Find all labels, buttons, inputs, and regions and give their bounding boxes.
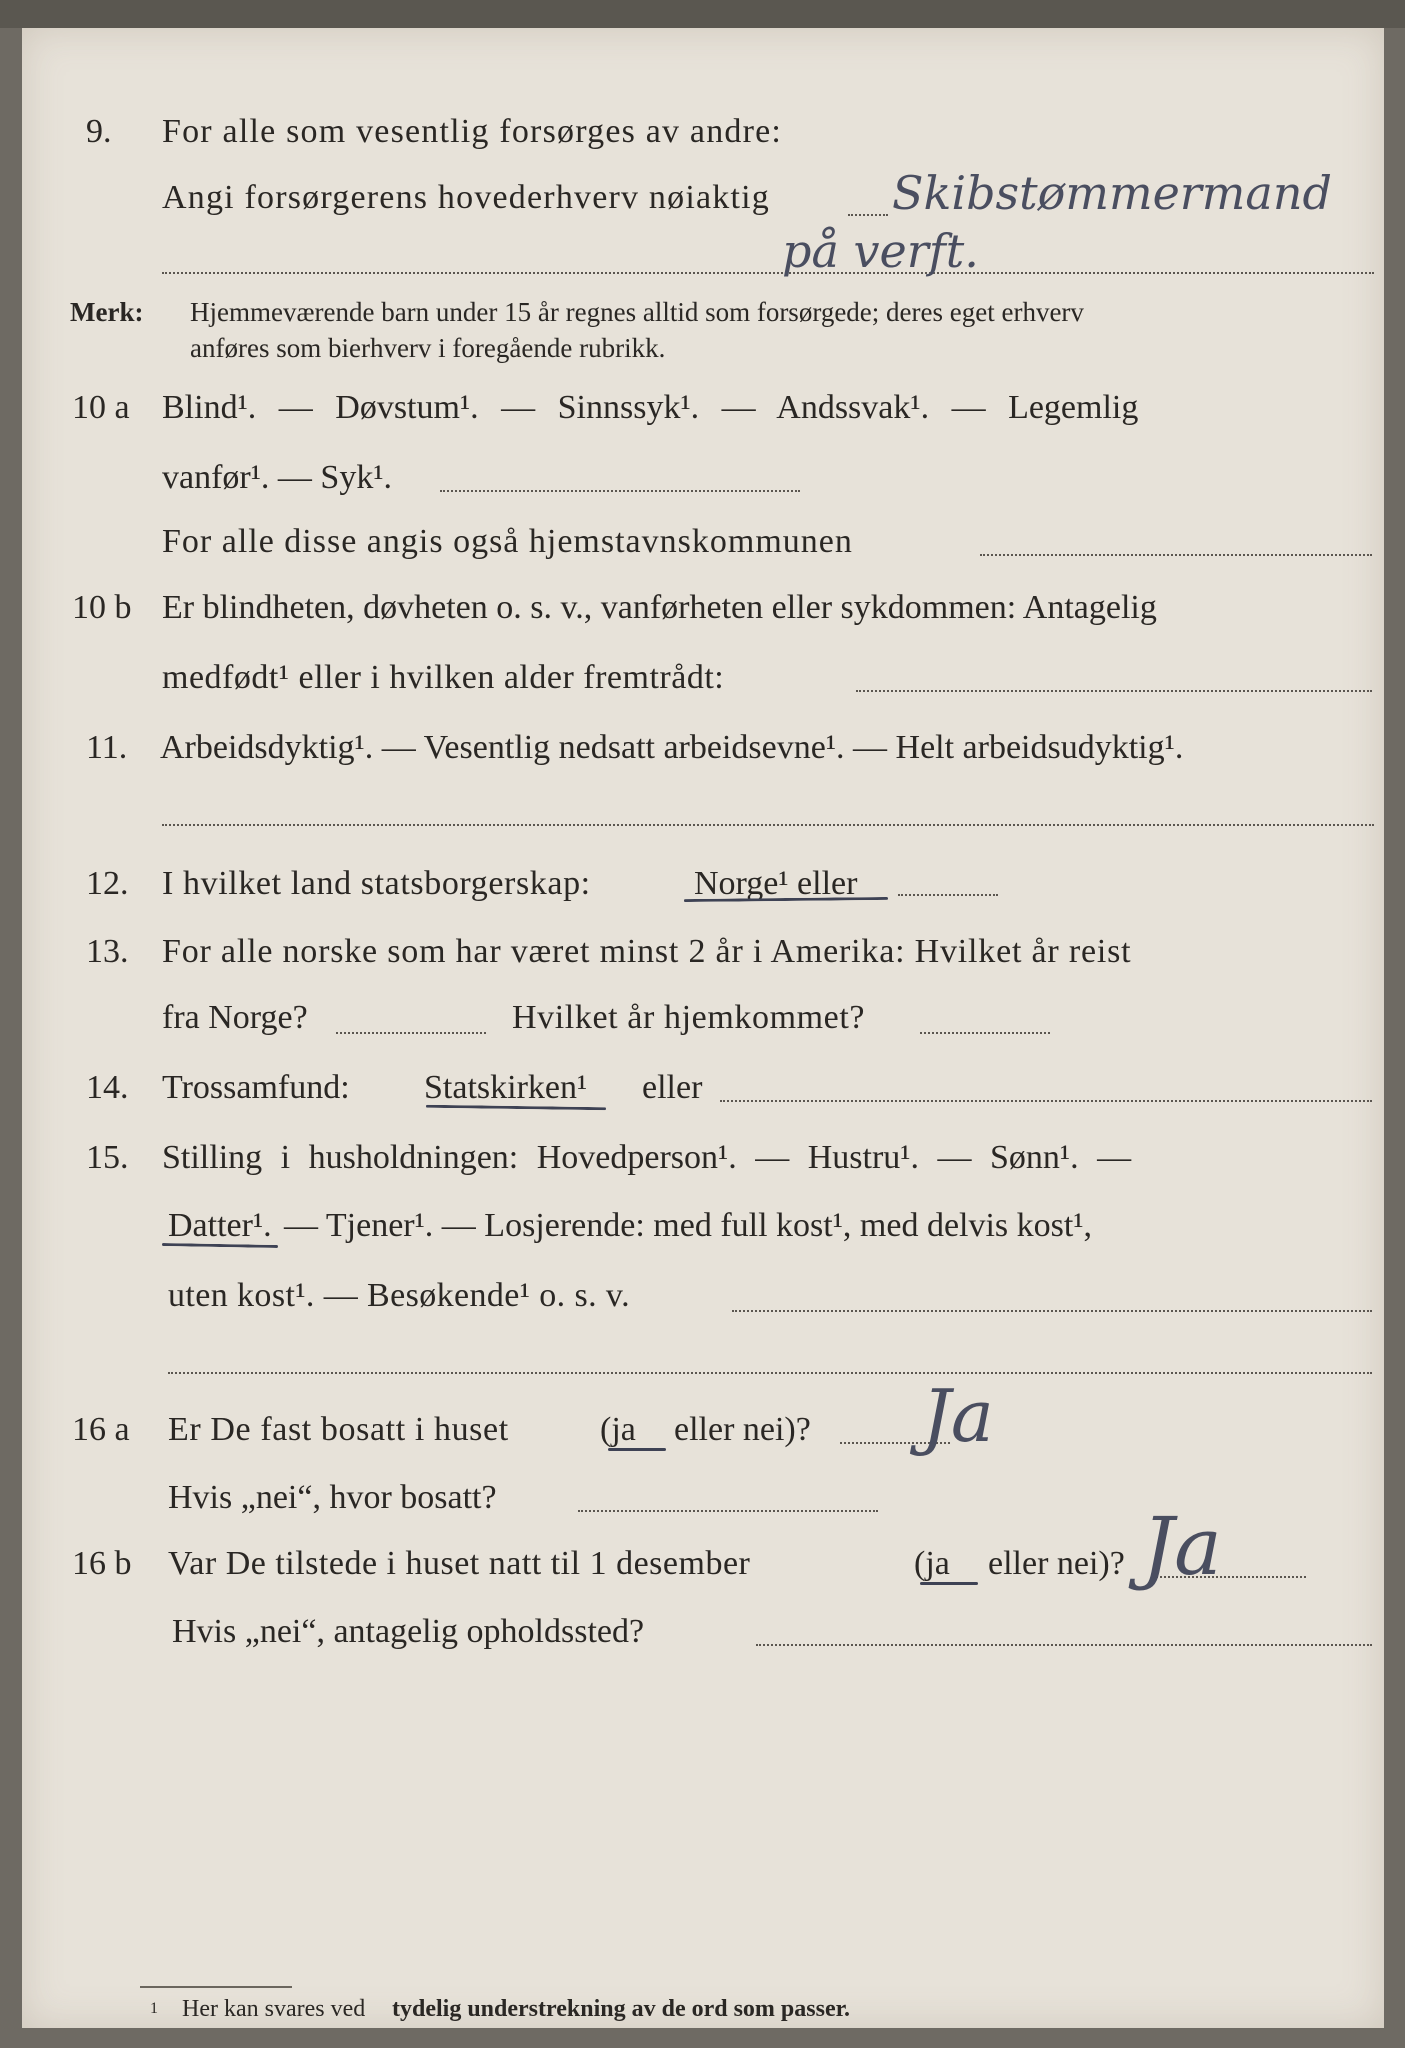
q15-datter-underline <box>162 1243 278 1248</box>
merk-line2: anføres som bierhverv i foregående rubrikk. <box>190 333 666 363</box>
q11-line1: Arbeidsdyktig¹. — Vesentlig nedsatt arbeidsevne¹. — Helt arbeidsudyktig¹. <box>160 729 1184 766</box>
q14-label: Trossamfund: <box>162 1069 350 1106</box>
q10b-number: 10 b <box>72 589 132 626</box>
q16b-line1a: Var De tilstede i huset natt til 1 desember <box>168 1545 751 1582</box>
merk-line1: Hjemmeværende barn under 15 år regnes alltid som forsørgede; deres eget erhverv <box>190 297 1084 327</box>
footnote-mark: 1 <box>150 2000 158 2017</box>
q9-handwritten-answer-1: Skibstømmermand <box>892 166 1332 220</box>
q16a-number: 16 a <box>72 1411 130 1448</box>
footnote-rule <box>140 1986 292 1988</box>
q14-eller: eller <box>642 1069 703 1106</box>
q16b-ja-option: (ja <box>914 1545 950 1582</box>
census-form-page <box>22 28 1384 2028</box>
q12-number: 12. <box>86 865 129 902</box>
q9-answer-line <box>848 214 888 216</box>
q16b-number: 16 b <box>72 1545 132 1582</box>
q9-number: 9. <box>86 113 112 150</box>
q12-line1: I hvilket land statsborgerskap: <box>162 865 591 902</box>
q9-line1: For alle som vesentlig forsørges av andre: <box>162 113 783 150</box>
q13-number: 13. <box>86 933 129 970</box>
q16a-line1b: eller nei)? <box>674 1411 811 1448</box>
q16a-handwritten-answer: Ja <box>922 1374 994 1458</box>
q10b-line1: Er blindheten, døvheten o. s. v., vanførheten eller sykdommen: Antagelig <box>162 589 1157 626</box>
q12-answer-line <box>898 894 998 896</box>
q16b-line1b: eller nei)? <box>988 1545 1125 1582</box>
q10a-answer-line <box>440 490 800 492</box>
q10a-line3: For alle disse angis også hjemstavnskommunen <box>162 523 853 560</box>
q14-number: 14. <box>86 1069 129 1106</box>
footnote-text-a: Her kan svares ved <box>182 1996 366 2022</box>
q16a-ja-underline <box>608 1448 666 1451</box>
q14-answer-line <box>720 1100 1372 1102</box>
scan-top-edge <box>0 0 1405 28</box>
q13-line2a: fra Norge? <box>162 999 308 1036</box>
q16b-handwritten-answer: Ja <box>1142 1500 1222 1593</box>
q16a-ja-option: (ja <box>600 1411 636 1448</box>
q16a-bosatt-line <box>578 1510 878 1512</box>
q16b-ja-underline <box>920 1582 978 1585</box>
q15-line3: uten kost¹. — Besøkende¹ o. s. v. <box>168 1277 631 1314</box>
q11-answer-line <box>162 824 1374 826</box>
q16a-line1a: Er De fast bosatt i huset <box>168 1411 509 1448</box>
q15-line2: — Tjener¹. — Losjerende: med full kost¹, med delvis kost¹, <box>284 1207 1093 1244</box>
q9-line2: Angi forsørgerens hovederhverv nøiaktig <box>162 179 770 216</box>
q13-reist-line <box>336 1032 486 1034</box>
q15-line1: Stilling i husholdningen: Hovedperson¹. — Hustru¹. — Sønn¹. — <box>162 1139 1132 1176</box>
q15-answer-line-2 <box>168 1372 1372 1374</box>
q10b-line2: medfødt¹ eller i hvilken alder fremtrådt: <box>162 659 725 696</box>
q9-answer-line-2 <box>162 272 1374 274</box>
q16b-opholdssted-line <box>756 1644 1372 1646</box>
q15-number: 15. <box>86 1139 129 1176</box>
q10a-kommune-line <box>980 554 1372 556</box>
q13-line2b: Hvilket år hjemkommet? <box>512 999 866 1036</box>
q10a-line2: vanfør¹. — Syk¹. <box>162 459 393 496</box>
q10a-line1: Blind¹. — Døvstum¹. — Sinnssyk¹. — Andssvak¹. — Legemlig <box>162 389 1139 426</box>
q13-line1: For alle norske som har været minst 2 år i Amerika: Hvilket år reist <box>162 933 1132 970</box>
q14-statskirken-option: Statskirken¹ <box>424 1069 588 1106</box>
q13-hjemkommet-line <box>920 1032 1050 1034</box>
q10b-answer-line <box>856 690 1372 692</box>
q15-datter-option: Datter¹. <box>168 1207 272 1244</box>
q12-norge-option: Norge¹ eller <box>694 865 858 902</box>
merk-label: Merk: <box>70 297 144 327</box>
q15-answer-line <box>732 1310 1372 1312</box>
q9-handwritten-answer-2: på verft. <box>782 224 979 278</box>
q16a-line2: Hvis „nei“, hvor bosatt? <box>168 1479 497 1516</box>
q11-number: 11. <box>86 729 128 766</box>
q10a-number: 10 a <box>72 389 130 426</box>
footnote-text-b: tydelig understrekning av de ord som passer. <box>392 1996 851 2022</box>
q16b-line2: Hvis „nei“, antagelig opholdssted? <box>172 1613 645 1650</box>
